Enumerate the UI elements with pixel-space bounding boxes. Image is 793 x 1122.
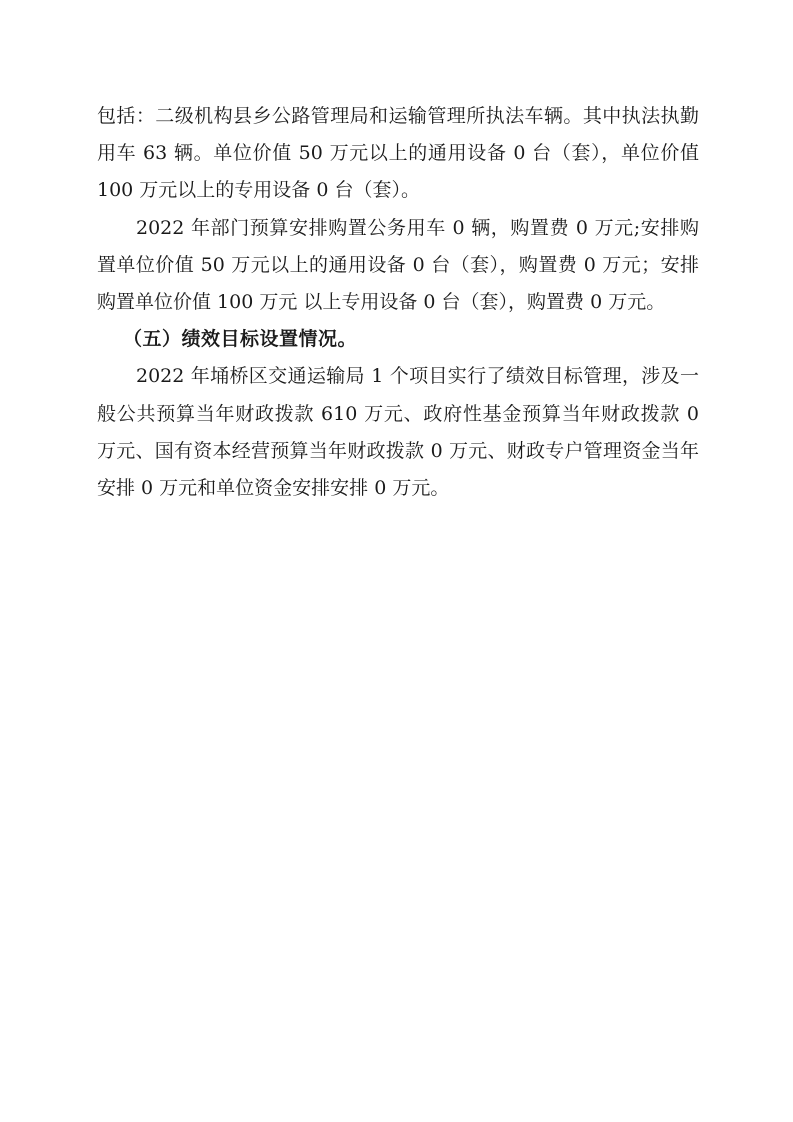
paragraph-vehicle-inventory: 包括：二级机构县乡公路管理局和运输管理所执法车辆。其中执法执勤用车 63 辆。单位价值 50 万元以上的通用设备 0 台（套），单位价值 100 万元以上的专用设备 0 台（套）。	[97, 105, 699, 202]
paragraph-performance-goals: 2022 年埇桥区交通运输局 1 个项目实行了绩效目标管理，涉及一般公共预算当年财政拨款 610 万元、政府性基金预算当年财政拨款 0 万元、国有资本经营预算当年财政拨款 0 万元、财政专户管理资金当年安排 0 万元和单位资金安排安排 0 万元。	[97, 365, 699, 500]
section-heading-performance-goals: （五）绩效目标设置情况。	[123, 328, 358, 351]
document-body	[97, 98, 699, 507]
paragraph-purchase-budget: 2022 年部门预算安排购置公务用车 0 辆，购置费 0 万元;安排购置单位价值 50 万元以上的通用设备 0 台（套），购置费 0 万元；安排购置单位价值 100 万元 以上专用设备 0 台（套），购置费 0 万元。	[97, 216, 699, 314]
